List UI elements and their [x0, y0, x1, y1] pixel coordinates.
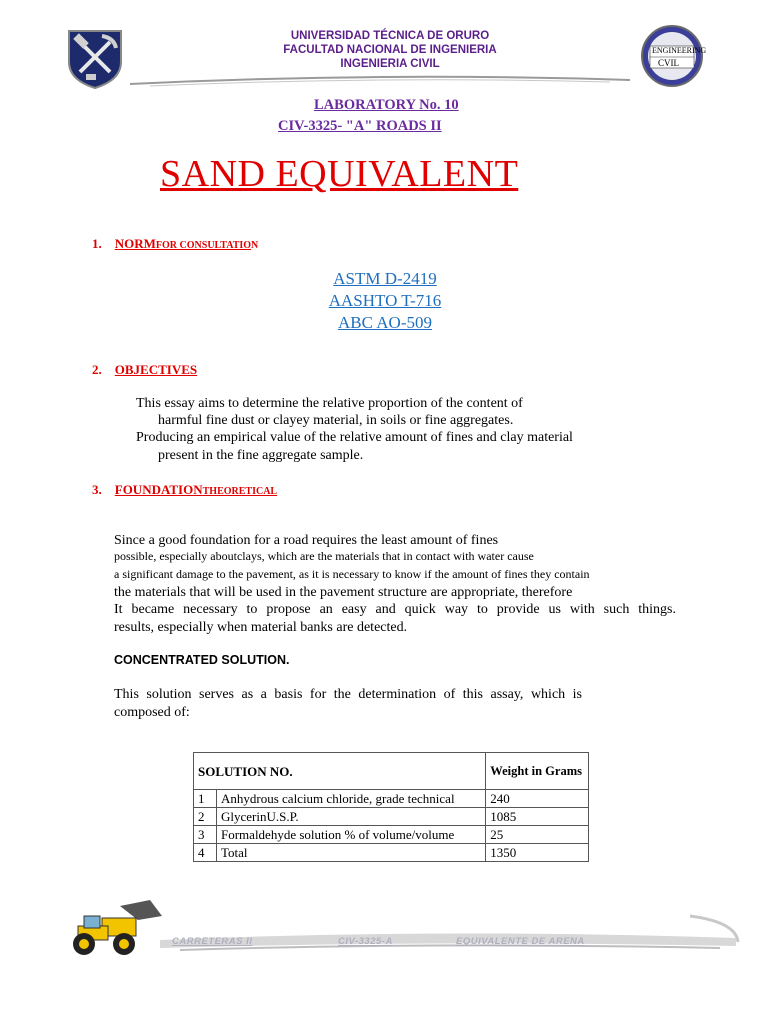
- section-3-number: 3.: [92, 482, 102, 497]
- table-header-solution: SOLUTION NO.: [194, 753, 486, 790]
- foundation-line-1: Since a good foundation for a road requires the least amount of fines: [114, 533, 499, 548]
- section-2-label: OBJECTIVES: [114, 362, 198, 377]
- section-3-label-rest: THEORETICAL: [202, 486, 278, 497]
- lab-number: LABORATORY No. 10: [314, 97, 459, 113]
- foundation-line-3: a significant damage to the pavement, as it is necessary to know if the amount of fines they contain: [114, 567, 590, 581]
- solution-intro-line-1: This solution serves as a basis for the determination of this assay, which is: [114, 687, 582, 702]
- objective-item-1: [136, 395, 523, 412]
- table-cell-no: 3: [194, 826, 217, 844]
- section-1-label-main: NORM: [114, 236, 156, 251]
- table-cell-no: 1: [194, 790, 217, 808]
- norm-list: [290, 268, 480, 334]
- table-header-weight: Weight in Grams: [486, 753, 589, 790]
- section-1-number: 1.: [92, 236, 102, 251]
- solution-table: [193, 752, 589, 862]
- footer-topic: EQUIVALENTE DE ARENA: [456, 936, 585, 947]
- foundation-line-2: possible, especially aboutclays, which are the materials that in contact with water cause: [114, 549, 534, 563]
- norm-aashto: AASHTO T-716: [328, 291, 442, 310]
- table-cell-name: Anhydrous calcium chloride, grade technical: [217, 790, 486, 808]
- course-code: CIV-3325- "A" ROADS II: [278, 118, 442, 134]
- table-row: [194, 826, 589, 844]
- concentrated-solution-heading: CONCENTRATED SOLUTION.: [114, 653, 290, 667]
- loader-truck-image: [58, 898, 168, 958]
- engineering-civil-logo: [640, 24, 707, 88]
- objective-text-1b: harmful fine dust or clayey material, in soils or fine aggregates.: [158, 413, 514, 428]
- logo-text-civil: CVIL: [658, 58, 679, 68]
- table-cell-weight: 1085: [486, 808, 589, 826]
- section-1-label-tail: N: [251, 240, 259, 251]
- objective-item-2: [136, 429, 573, 446]
- foundation-line-6: results, especially when material banks are detected.: [114, 620, 408, 635]
- norm-abc: ABC AO-509: [338, 313, 432, 332]
- table-row: [194, 808, 589, 826]
- table-cell-name: Formaldehyde solution % of volume/volume: [217, 826, 486, 844]
- page-title: SAND EQUIVALENT: [160, 153, 519, 195]
- table-row: [194, 844, 589, 862]
- section-3-heading: [92, 482, 277, 498]
- table-row: [194, 790, 589, 808]
- table-cell-weight: 240: [486, 790, 589, 808]
- table-cell-no: 2: [194, 808, 217, 826]
- table-cell-name: Total: [217, 844, 486, 862]
- section-1-label-rest: FOR CONSULTATIO: [155, 240, 252, 251]
- footer-course: CARRETERAS II: [172, 936, 253, 947]
- footer-code: CIV-3325-A: [338, 936, 393, 947]
- table-header-row: [194, 753, 589, 790]
- table-cell-no: 4: [194, 844, 217, 862]
- foundation-line-5: It became necessary to propose an easy and quick way to provide us with such things.: [114, 602, 676, 617]
- objective-text-2b: present in the fine aggregate sample.: [158, 448, 364, 463]
- solution-intro-line-2: composed of:: [114, 705, 190, 720]
- section-2-number: 2.: [92, 362, 102, 377]
- university-shield-logo: [66, 28, 124, 90]
- section-1-heading: [92, 236, 258, 252]
- faculty-name: FACULTAD NACIONAL DE INGENIERIA: [283, 44, 497, 56]
- section-3-label-main: FOUNDATION: [114, 482, 203, 497]
- table-cell-weight: 25: [486, 826, 589, 844]
- objective-text-2a: Producing an empirical value of the relative amount of fines and clay material: [136, 430, 573, 445]
- logo-text-engineering: ENGINEERING: [652, 46, 707, 55]
- university-name: UNIVERSIDAD TÉCNICA DE ORURO: [290, 30, 490, 42]
- header-swoosh-divider: [130, 74, 630, 88]
- objective-text-1a: This essay aims to determine the relative proportion of the content of: [136, 396, 523, 411]
- section-2-heading: [92, 362, 197, 378]
- table-cell-name: GlycerinU.S.P.: [217, 808, 486, 826]
- foundation-line-4: the materials that will be used in the pavement structure are appropriate, therefore: [114, 585, 573, 600]
- norm-astm: ASTM D-2419: [333, 269, 437, 288]
- table-cell-weight: 1350: [486, 844, 589, 862]
- department-name: INGENIERIA CIVIL: [340, 58, 440, 70]
